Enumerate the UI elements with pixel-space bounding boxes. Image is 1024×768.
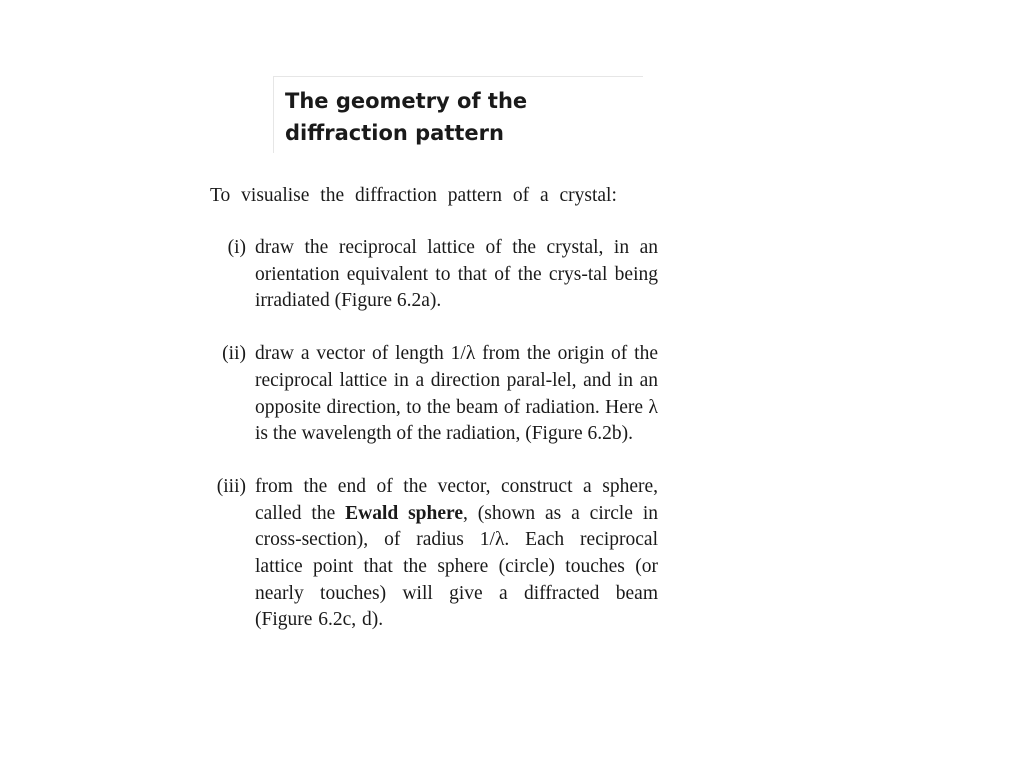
- step-number: (iii): [216, 475, 246, 497]
- step-text: draw a vector of length 1/λ from the origin of the reciprocal lattice in a direction paral-lel, and in an opposite direction, to the beam of radiation. Here λ is the wavelength of the radiation, (Figure 6.2b).: [255, 343, 658, 445]
- ewald-sphere-term: Ewald sphere: [345, 502, 463, 524]
- step-text-before: from the end of the vector, construct a sphere, called the: [255, 475, 658, 524]
- step-item-2: [210, 341, 658, 448]
- step-item-1: [210, 235, 658, 315]
- page-title: The geometry of the diffraction pattern: [285, 89, 528, 145]
- intro-paragraph: To visualise the diffraction pattern of a crystal:: [210, 185, 617, 206]
- step-number: (ii): [222, 343, 246, 365]
- title-box: [273, 76, 643, 153]
- step-text-after: , (shown as a circle in cross-section), of radius 1/λ. Each reciprocal lattice point that the sphere (circle) touches (or nearly touches) will give a diffracted beam (Figure 6.2c, d).: [255, 502, 659, 631]
- step-item-3: [210, 474, 658, 634]
- step-text: draw the reciprocal lattice of the crystal, in an orientation equivalent to that of the crys-tal being irradiated (Figure 6.2a).: [255, 237, 658, 312]
- step-number: (i): [227, 237, 246, 258]
- body-text: [210, 182, 658, 634]
